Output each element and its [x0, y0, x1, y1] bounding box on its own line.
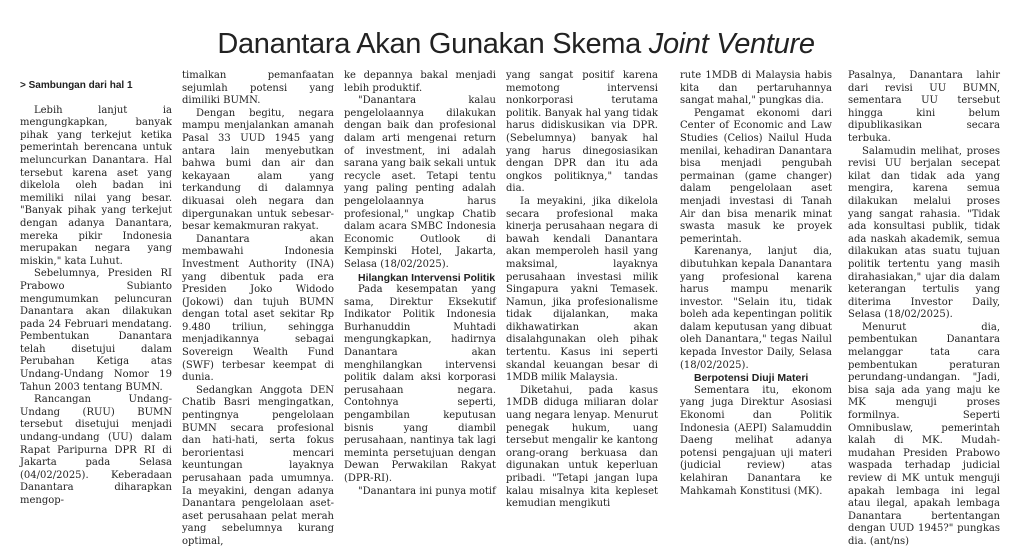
- paragraph: Salamudin melihat, proses revisi UU berjalan secepat kilat dan tidak ada yang mengira, karena semua dilakukan melalui proses yang sangat rahasia. "Tidak ada konsultasi publik, tidak ada naskah akademik, semua dilakukan atas suatu tujuan politik tertentu yang masih dirahasiakan," ujar dia dalam keterangan tertulis yang diterima Investor Daily, Selasa (18/02/2025).: [848, 145, 1000, 321]
- article-column-2: [182, 70, 334, 549]
- paragraph: Pada kesempatan yang sama, Direktur Eksekutif Indikator Politik Indonesia Burhanuddin Muhtadi mengungkapkan, hadirnya Danantara akan menghilangkan intervensi politik dalam aksi korporasi perusahaan negara. Contohnya seperti, pengambilan keputusan bisnis yang diambil perusahaan, nantinya tak lagi meminta persetujuan dengan Dewan Perwakilan Rakyat (DPR-RI).: [344, 284, 496, 484]
- paragraph: Diketahui, pada kasus 1MDB diduga miliaran dolar uang negara lenyap. Menurut penegak hukum, uang tersebut mengalir ke kantong orang-orang berkuasa dan digunakan untuk keperluan pribadi. "Tetapi jangan lupa kalau misalnya kita kepleset kemudian mengikuti: [506, 384, 658, 510]
- paragraph: "Danantara ini punya motif: [358, 485, 496, 497]
- headline-italic: Joint Venture: [648, 28, 815, 60]
- subheading-challenged: Berpotensi Diuji Materi: [694, 372, 809, 385]
- paragraph: ke depannya bakal menjadi lebih produktif.: [344, 70, 496, 94]
- article-column-5: [680, 70, 832, 498]
- continuation-kicker: > Sambungan dari hal 1: [20, 80, 133, 91]
- paragraph: Sedangkan Anggota DEN Chatib Basri mengingatkan, pentingnya pengelolaan BUMN secara profesional dan hati-hati, serta fokus berorientasi mencari keuntungan layaknya perusahaan pada umumnya. Ia meyakini, dengan adanya Danantara pengelolaan aset-aset perusahaan pelat merah yang sebelumnya kurang optimal,: [182, 384, 334, 547]
- paragraph: Menurut dia, pembentukan Danantara melanggar tata cara pembentukan peraturan perundang-undangan. "Jadi, bisa saja ada yang maju ke MK menguji proses formilnya. Seperti Omnibuslaw, pemerintah kalah di MK. Mudah-mudahan Presiden Prabowo waspada terhadap judicial review di MK untuk menguji apakah lembaga ini legal atau ilegal, apakah lembaga Danantara bertentangan dengan UUD 1945?" pungkas dia. (ant/ns): [848, 321, 1000, 547]
- headline-main: Danantara Akan Gunakan Skema: [217, 28, 649, 60]
- paragraph: Danantara akan membawahi Indonesia Investment Authority (INA) yang dibentuk pada era Presiden Joko Widodo (Jokowi) dan tujuh BUMN dengan total aset sekitar Rp 9.480 triliun, sehingga menjadikannya sebagai Sovereign Wealth Fund (SWF) terbesar keempat di dunia.: [182, 233, 334, 384]
- paragraph: Sebelumnya, Presiden RI Prabowo Subianto mengumumkan peluncuran Danantara akan dilakukan pada 24 Februari mendatang. Pembentukan Danantara telah disetujui dalam Perubahan Ketiga atas Undang-Undang Nomor 19 Tahun 2003 tentang BUMN.: [20, 268, 172, 393]
- article-column-4: [506, 70, 658, 511]
- paragraph: Karenanya, lanjut dia, dibutuhkan kepala Danantara yang profesional karena harus mampu menarik investor. "Selain itu, tidak boleh ada kepentingan politik dalam keputusan yang dibuat oleh Danantara," tegas Nailul kepada Investor Daily, Selasa (18/02/2025).: [680, 246, 832, 371]
- paragraph: Pengamat ekonomi dari Center of Economic and Law Studies (Celios) Nailul Huda menilai, kehadiran Danantara bisa menjadi pengubah permainan (game changer) dalam pengelolaan aset menjadi investasi di Tanah Air dan bisa menarik minat swasta masuk ke proyek pemerintah.: [680, 107, 832, 245]
- subheading-political: Hilangkan Intervensi Politik: [358, 271, 496, 284]
- article-column-1: [20, 80, 172, 508]
- article-column-6: [848, 70, 1000, 549]
- paragraph: yang sangat positif karena memotong intervensi nonkorporasi terutama politik. Banyak hal yang tidak harus didiskusikan via DPR. (Sebelumnya) banyak hal yang harus dinegosiasikan dengan DPR dan itu ada ongkos politiknya," tandas dia.: [506, 70, 658, 195]
- paragraph: "Danantara kalau pengelolaannya dilakukan dengan baik dan profesional dalam arti mengenai return of investment, ini adalah sarana yang baik sekali untuk recycle aset. Tetapi tentu yang paling penting adalah pengelolaannya harus profesional," ungkap Chatib dalam acara SMBC Indonesia Economic Outlook di Kempinski Hotel, Jakarta, Selasa (18/02/2025).: [344, 95, 496, 270]
- paragraph: timalkan pemanfaatan sejumlah potensi yang dimiliki BUMN.: [182, 70, 334, 107]
- headline: [0, 26, 1032, 62]
- paragraph: Dengan begitu, negara mampu menjalankan amanah Pasal 33 UUD 1945 yang antara lain menyebutkan bahwa bumi dan air dan kekayaan alam yang terkandung di dalamnya dikuasai oleh negara dan dipergunakan untuk sebesar-besar kemakmuran rakyat.: [182, 107, 334, 233]
- article-column-3: [344, 70, 496, 498]
- paragraph: rute 1MDB di Malaysia habis kita dan pertaruhannya sangat mahal," pungkas dia.: [680, 70, 832, 107]
- paragraph: Pasalnya, Danantara lahir dari revisi UU BUMN, sementara UU tersebut hingga kini belum dipublikasikan secara terbuka.: [848, 70, 1000, 144]
- paragraph: Rancangan Undang-Undang (RUU) BUMN tersebut disetujui menjadi undang-undang (UU) dalam Rapat Paripurna DPR RI di Jakarta pada Selasa (04/02/2025). Keberadaan Danantara diharapkan mengop-: [20, 394, 172, 506]
- paragraph: Sementara itu, ekonom yang juga Direktur Asosiasi Ekonomi dan Politik Indonesia (AEPI) Salamuddin Daeng melihat adanya potensi pengajuan uji materi (judicial review) atas kelahiran Danantara ke Mahkamah Konstitusi (MK).: [680, 384, 832, 497]
- paragraph: Lebih lanjut ia mengungkapkan, banyak pihak yang terkejut ketika pemerintah berencana untuk meluncurkan Danantara. Hal tersebut karena aset yang dikelola oleh badan ini memiliki nilai yang besar. "Banyak pihak yang terkejut dengan adanya Danantara, mereka pikir Indonesia merupakan negara yang miskin," kata Luhut.: [20, 104, 172, 267]
- paragraph: Ia meyakini, jika dikelola secara profesional maka kinerja perusahaan negara di bawah kendali Danantara akan memperoleh hasil yang maksimal, layaknya perusahaan investasi milik Singapura yakni Temasek. Namun, jika profesionalisme tidak dijalankan, maka dikhawatirkan akan disalahgunakan oleh pihak tertentu. Kasus ini seperti skandal keuangan besar di 1MDB milik Malaysia.: [506, 195, 658, 384]
